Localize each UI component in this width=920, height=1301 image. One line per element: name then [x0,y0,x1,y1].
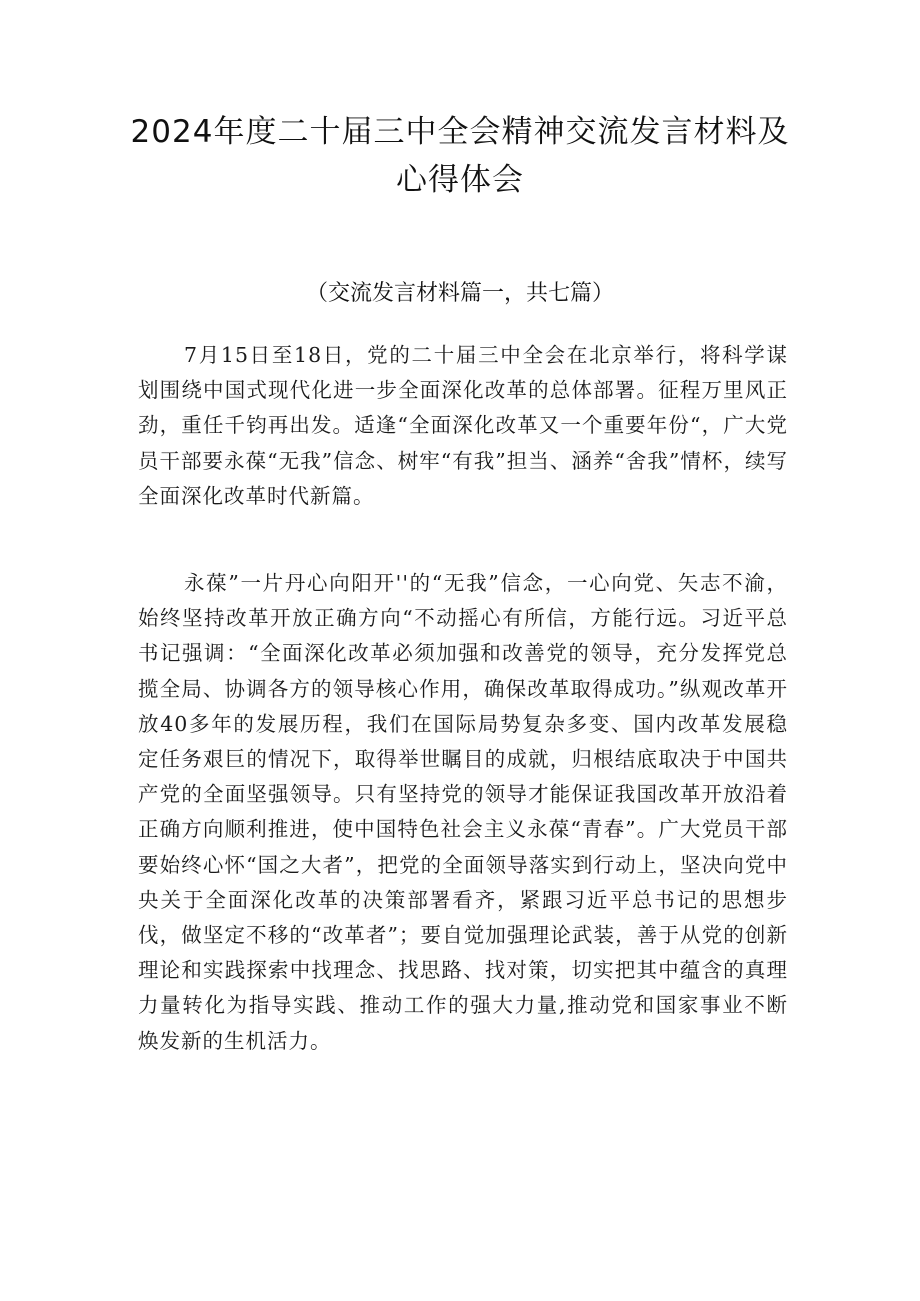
document-title: 2024年度二十届三中全会精神交流发言材料及心得体会 [130,114,790,198]
paragraph-1: 7月15日至18日，党的二十届三中全会在北京举行，将科学谋划围绕中国式现代化进一步全面深化改革的总体部署。征程万里风正劲，重任千钧再出发。适逢“全面深化改革又一个重要年份“，广大党员干部要永葆“无我”信念、树牢“有我”担当、涵养“舍我”情杯，续写全面深化改革时代新篇。 [138,343,788,508]
paragraph-2: 永葆”一片丹心向阳开''的“无我”信念，一心向党、矢志不渝，始终坚持改革开放正确方向“不动摇心有所信，方能行远。习近平总书记强调：“全面深化改革必须加强和改善党的领导，充分发挥党总揽全局、协调各方的领导核心作用，确保改革取得成功。”纵观改革开放40多年的发展历程，我们在国际局势复杂多变、国内改革发展稳定任务艰巨的情况下，取得举世瞩目的成就，归根结底取决于中国共产党的全面坚强领导。只有坚持党的领导才能保证我国改革开放沿着正确方向顺利推进，使中国特色社会主义永葆“青春”。广大党员干部要始终心怀“国之大者”，把党的全面领导落实到行动上，坚决向党中央关于全面深化改革的决策部署看齐，紧跟习近平总书记的思想步伐，做坚定不移的“改革者”；要自觉加强理论武装，善于从党的创新理论和实践探索中找理念、找思路、找对策，切实把其中蕴含的真理力量转化为指导实践、推动工作的强大力量,推动党和国家事业不断焕发新的生机活力。 [138,571,788,1053]
document-subtitle: （交流发言材料篇一，共七篇） [305,281,614,306]
